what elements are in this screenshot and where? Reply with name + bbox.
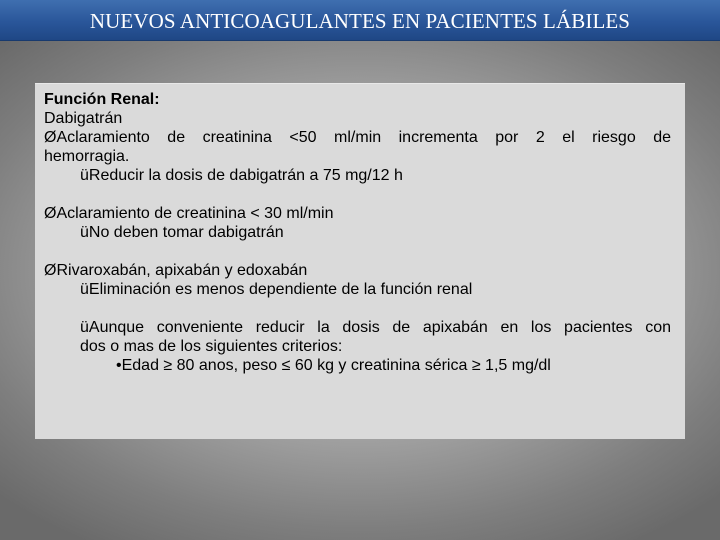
dot-bullet-icon: •	[116, 357, 122, 374]
list-item: •Edad ≥ 80 anos, peso ≤ 60 kg y creatinina sérica ≥ 1,5 mg/dl	[116, 357, 551, 374]
arrow-bullet-icon: Ø	[44, 262, 57, 279]
arrow-bullet-icon: Ø	[44, 129, 57, 146]
list-item: ØAclaramiento de creatinina < 30 ml/min	[44, 205, 334, 222]
list-item: üAunque conveniente reducir la dosis de apixabán en los pacientes con dos o mas de los siguientes criterios:	[80, 319, 671, 355]
section-heading: Función Renal:	[44, 91, 160, 108]
drug-label: Dabigatrán	[44, 110, 123, 127]
check-bullet-icon: ü	[80, 281, 89, 298]
slide-body	[44, 90, 671, 375]
arrow-bullet-icon: Ø	[44, 205, 57, 222]
slide-title: NUEVOS ANTICOAGULANTES EN PACIENTES LÁBILES	[89, 9, 631, 33]
check-bullet-icon: ü	[80, 224, 89, 241]
list-item: ØRivaroxabán, apixabán y edoxabán	[44, 262, 308, 279]
list-item: üEliminación es menos dependiente de la función renal	[80, 281, 473, 298]
check-bullet-icon: ü	[80, 319, 89, 336]
list-item: ØAclaramiento de creatinina <50 ml/min incrementa por 2 el riesgo de hemorragia.	[44, 129, 671, 165]
check-bullet-icon: ü	[80, 167, 89, 184]
list-item: üNo deben tomar dabigatrán	[80, 224, 284, 241]
list-item: üReducir la dosis de dabigatrán a 75 mg/12 h	[80, 167, 403, 184]
